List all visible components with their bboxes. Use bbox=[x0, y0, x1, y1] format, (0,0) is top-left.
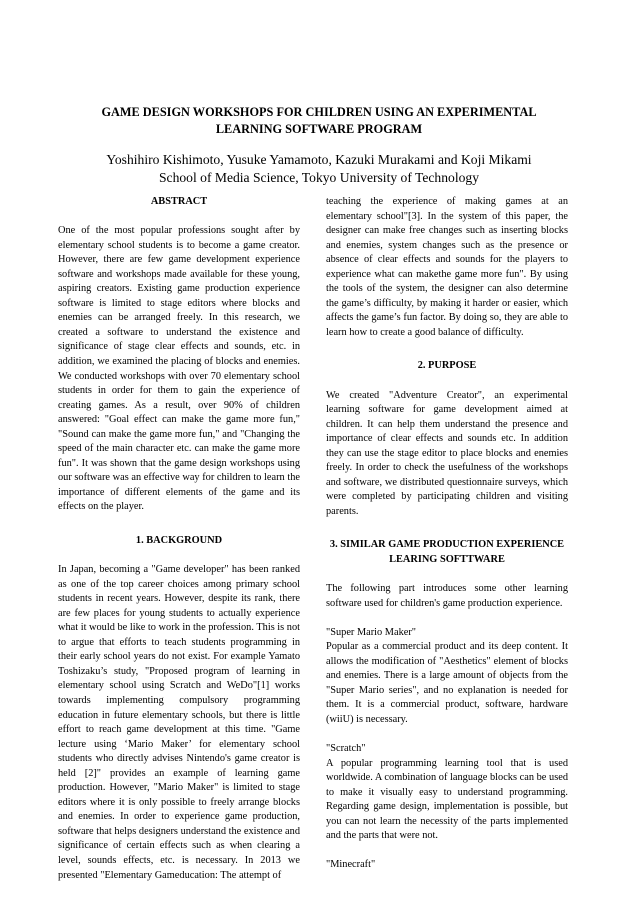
scratch-title: "Scratch" bbox=[326, 742, 366, 754]
abstract-text: One of the most popular professions sought after by elementary school students is to become a game creator. However, there are few game development experience software and workshops made available for these young, aspiring creators. Existing game production experience software is limited to stage editors where blocks and enemies can be arranged freely. In this research, we created a software to understand the existence and significance of stage clear effects and sounds, etc. in addition, we examined the placing of blocks and enemies. We conducted workshops with over 70 elementary school students in order for them to gain the experience of creating games. As a result, over 90% of children answered: "Goal effect can make the game more fun," "Sound can make the game more fun," and "Changing the speed of the main character etc. can make the game more fun". It was shown that the game design workshops using our software was an effective way for children to learn the importance of different elements of the game and its effects on the player. bbox=[58, 225, 300, 513]
similar-intro-text: The following part introduces some other learning software used for children's game production experience. bbox=[326, 583, 568, 609]
title-line-1: GAME DESIGN WORKSHOPS FOR CHILDREN USING AN EXPERIMENTAL bbox=[101, 105, 537, 119]
author-block bbox=[60, 151, 578, 187]
left-column bbox=[58, 195, 300, 883]
mario-maker-title: "Super Mario Maker" bbox=[326, 626, 417, 638]
abstract-heading: ABSTRACT bbox=[150, 196, 208, 207]
mario-maker-text: Popular as a commercial product and its deep content. It allows the modification of "Aesthetics" element of blocks and enemies. There is a large amount of objects from the "Super Mario series", and no explanation is needed for them. It is a commercial product, software, hardware (wiiU) is necessary. bbox=[326, 641, 568, 725]
background-continued-text: teaching the experience of making games at an elementary school"[3]. In the system of this paper, the designer can make free changes such as inserting blocks and enemies, system changes such as the presence or absence of clear effects and sounds for the players to experience what can makethe game more fun". By using the tools of the system, the designer can also determine the game’s difficulty, by making it harder or easier, which affects the game’s fun factor. By doing so, they are able to learn how to create a good balance of difficulty. bbox=[326, 196, 568, 338]
author-names: Yoshihiro Kishimoto, Yusuke Yamamoto, Kazuki Murakami and Koji Mikami bbox=[106, 152, 532, 167]
background-heading: 1. BACKGROUND bbox=[135, 534, 223, 546]
title-line-2: LEARNING SOFTWARE PROGRAM bbox=[215, 122, 423, 136]
paper-title bbox=[60, 104, 578, 138]
similar-heading-line-1: 3. SIMILAR GAME PRODUCTION EXPERIENCE bbox=[329, 539, 565, 551]
scratch-text: A popular programming learning tool that is used worldwide. A combination of language blocks can be used to make it visually easy to understand programming. Regarding game design, implementation is possible, but you can not learn the necessity of the parts implemented and the parts that were not. bbox=[326, 757, 568, 842]
minecraft-title: "Minecraft" bbox=[326, 859, 376, 871]
purpose-text: We created "Adventure Creator", an experimental learning software for game development aimed at children. It can help them understand the presence and importance of clear effects and sounds etc. In addition they can use the stage editor to place blocks and enemies freely. In order to check the usefulness of the workshops and software, we distributed questionnaire surveys, which were completed by participating children and visiting parents. bbox=[326, 389, 568, 517]
similar-heading-line-2: LEARING SOFTTWARE bbox=[389, 553, 505, 565]
right-column bbox=[326, 195, 568, 873]
similar-software-heading bbox=[326, 538, 568, 567]
author-affiliation: School of Media Science, Tokyo University of Technology bbox=[158, 170, 479, 185]
background-text: In Japan, becoming a "Game developer" has been ranked as one of the top career choices among primary school students in recent years. However, despite its rank, there are few places for young students to actually experience what it would be like to work in the profession. This is not to argue that efforts to teach students programming in their early school years do not exist. For example Yamato Toshizaku’s study, "Proposed program of learning in elementary school using Scratch and WeDo"[1] works towards implementing compulsory programming education in future elementary schools, but there is little effort to reach game development at this time. "Game lecture using ‘Mario Maker’ for elementary school students who directly advises Nintendo's game creator is held [2]" provides an example of learning game production. However, "Mario Maker" is limited to stage editors where it is only possible to freely arrange blocks and enemies. In order to experience game production, software that helps designers understand the existence and significance of certain effects such as when clearing a level, sounds effects, etc. is necessary. In 2013 we presented "Elementary Gameducation: The attempt of bbox=[58, 564, 301, 881]
purpose-heading: 2. PURPOSE bbox=[417, 360, 477, 372]
